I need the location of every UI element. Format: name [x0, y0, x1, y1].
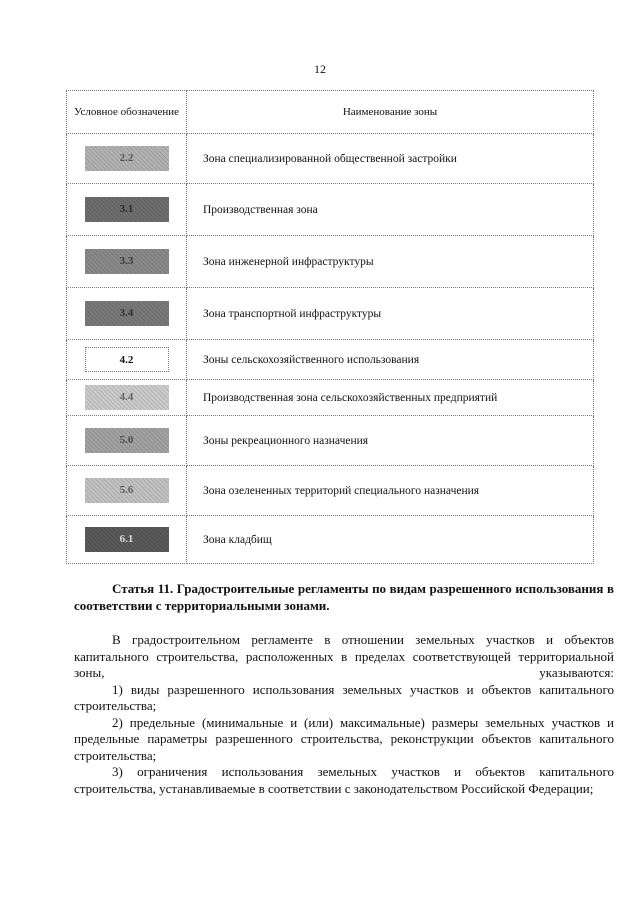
table-row — [67, 340, 594, 380]
zone-symbol-cell — [67, 466, 187, 516]
zone-swatch: 3.1 — [85, 197, 169, 222]
header-name: Наименование зоны — [187, 91, 594, 134]
zone-symbol-cell — [67, 416, 187, 466]
table-header-row — [67, 91, 594, 134]
zone-legend-table — [66, 90, 594, 564]
zone-name-cell: Зоны рекреационного назначения — [187, 416, 594, 466]
zone-swatch: 5.0 — [85, 428, 169, 453]
header-symbol: Условное обозначение — [67, 91, 187, 134]
zone-swatch: 5.6 — [85, 478, 169, 503]
zone-name-cell: Зона озелененных территорий специального назначения — [187, 466, 594, 516]
article-paragraph: 2) предельные (минимальные и (или) максимальные) размеры земельных участков и предельные параметры разрешенного строительства, реконструкции объектов капитального строительства; — [74, 714, 614, 763]
zone-name-cell: Зона специализированной общественной застройки — [187, 134, 594, 184]
zone-name-cell: Зона инженерной инфраструктуры — [187, 236, 594, 288]
zone-symbol-cell — [67, 288, 187, 340]
article-paragraph: 3) ограничения использования земельных участков и объектов капитального строительства, устанавливаемые в соответствии с законодательством Российской Федерации; — [74, 764, 614, 796]
table-row — [67, 380, 594, 416]
article-title: Статья 11. Градостроительные регламенты по видам разрешенного использования в соответствии с территориальными зонами. — [74, 581, 614, 613]
zone-swatch: 3.3 — [85, 249, 169, 274]
zone-name-cell: Производственная зона — [187, 184, 594, 236]
zone-symbol-cell — [67, 134, 187, 184]
zone-swatch: 2.2 — [85, 146, 169, 171]
zone-symbol-cell — [67, 380, 187, 416]
table-row — [67, 134, 594, 184]
zone-name-cell: Зоны сельскохозяйственного использования — [187, 340, 594, 380]
table-row — [67, 416, 594, 466]
table-row — [67, 184, 594, 236]
zone-swatch: 3.4 — [85, 301, 169, 326]
page-number: 12 — [314, 62, 326, 76]
article-paragraph: В градостроительном регламенте в отношении земельных участков и объектов капитального строительства, расположенных в пределах соответствующей территориальной зоны, указываются: — [74, 632, 614, 680]
zone-symbol-cell — [67, 236, 187, 288]
zone-name-cell: Производственная зона сельскохозяйственных предприятий — [187, 380, 594, 416]
article-body — [74, 632, 614, 797]
zone-swatch: 6.1 — [85, 527, 169, 552]
table-row — [67, 288, 594, 340]
zone-symbol-cell — [67, 516, 187, 564]
table-row — [67, 516, 594, 564]
table-row — [67, 236, 594, 288]
table-row — [67, 466, 594, 516]
zone-swatch: 4.2 — [85, 347, 169, 372]
zone-swatch: 4.4 — [85, 385, 169, 410]
zone-name-cell: Зона транспортной инфраструктуры — [187, 288, 594, 340]
zone-name-cell: Зона кладбищ — [187, 516, 594, 564]
article-paragraph: 1) виды разрешенного использования земельных участков и объектов капитального строительства; — [74, 681, 614, 713]
zone-symbol-cell — [67, 340, 187, 380]
zone-symbol-cell — [67, 184, 187, 236]
